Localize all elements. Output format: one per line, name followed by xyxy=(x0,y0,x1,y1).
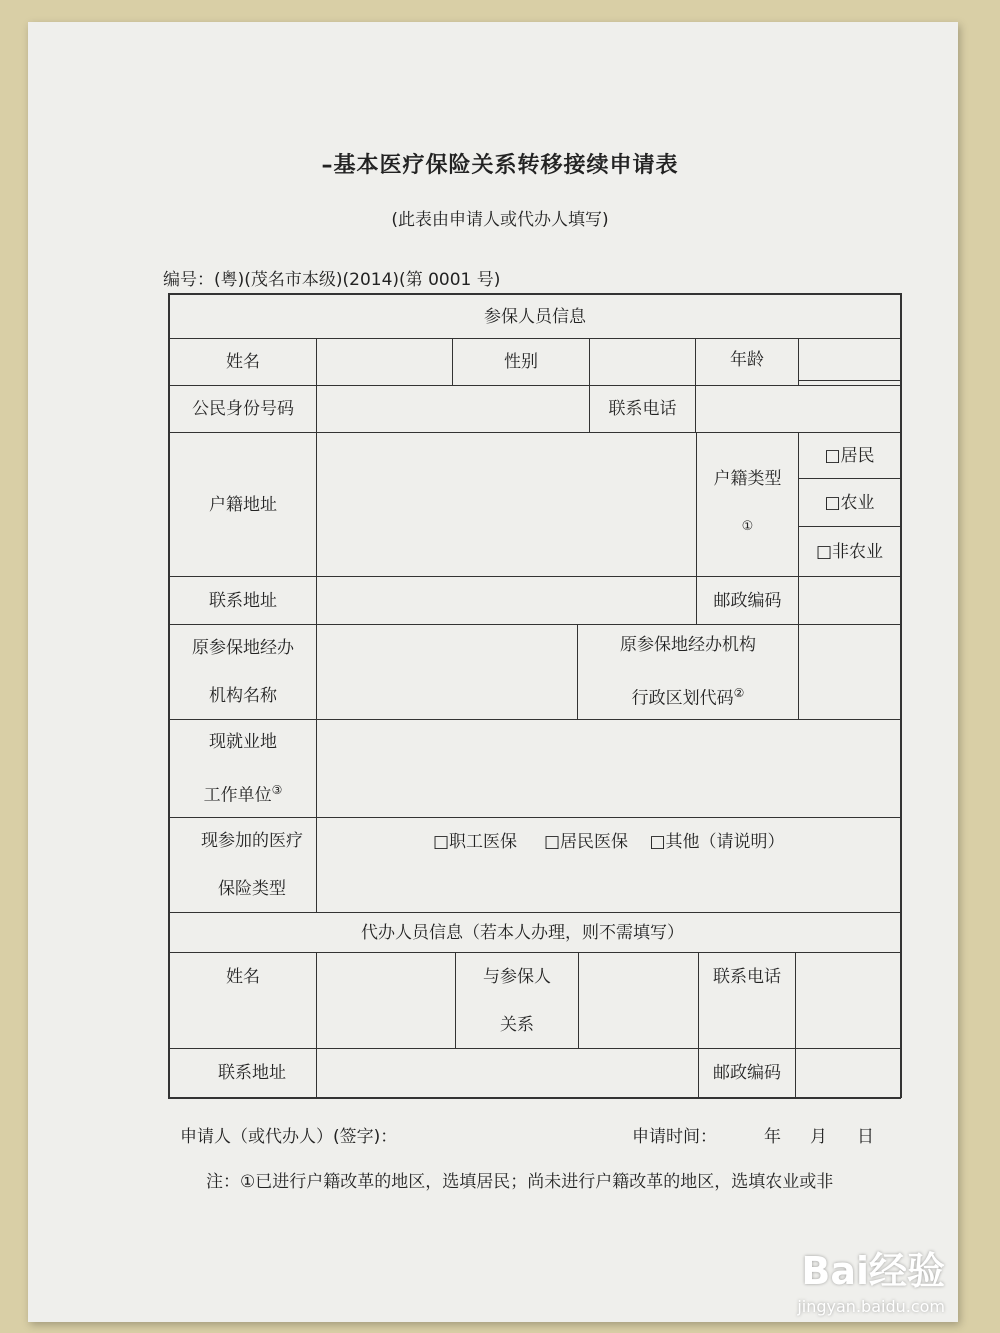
original-code-line2: 行政区划代码 xyxy=(631,688,734,709)
original-code-mark: ② xyxy=(733,686,745,701)
field-contact-address[interactable] xyxy=(317,577,696,624)
field-agent-address[interactable] xyxy=(335,1049,698,1097)
insurance-type-line2: 保险类型 xyxy=(218,879,286,899)
label-name: 姓名 xyxy=(226,352,260,372)
label-contact-address: 联系地址 xyxy=(209,590,277,611)
original-agency-line1: 原参保地经办 xyxy=(192,638,294,658)
label-agent-phone: 联系电话 xyxy=(713,967,781,987)
watermark-url: jingyan.baidu.com xyxy=(797,1297,945,1316)
footnote: 注：①已进行户籍改革的地区，选填居民；尚未进行户籍改革的地区，选填农业或非 xyxy=(206,1172,834,1192)
field-age[interactable] xyxy=(799,339,900,380)
field-phone[interactable] xyxy=(696,386,900,432)
checkbox-resident[interactable]: □居民 xyxy=(824,445,875,466)
field-agent-relation[interactable] xyxy=(579,953,698,1048)
label-household-type xyxy=(697,433,798,576)
label-agent-address: 联系地址 xyxy=(218,1063,286,1083)
checkbox-employee-insurance[interactable]: □职工医保 xyxy=(432,832,518,852)
checkbox-non-agricultural[interactable]: □非农业 xyxy=(815,541,884,562)
label-phone: 联系电话 xyxy=(608,399,677,419)
agent-relation-line2: 关系 xyxy=(500,1014,534,1035)
label-gender: 性别 xyxy=(504,352,538,372)
label-agent-postcode: 邮政编码 xyxy=(713,1063,781,1083)
label-household-address: 户籍地址 xyxy=(209,494,277,515)
field-agent-postcode[interactable] xyxy=(796,1049,900,1097)
label-agent-relation xyxy=(456,953,578,1048)
table-line xyxy=(900,293,902,1098)
checkbox-resident-insurance[interactable]: □居民医保 xyxy=(543,832,629,852)
original-code-line2-wrap xyxy=(632,669,745,723)
table-line xyxy=(798,380,901,381)
field-original-agency[interactable] xyxy=(317,625,577,719)
household-type-text: 户籍类型 xyxy=(713,469,782,489)
label-workplace xyxy=(170,720,316,817)
label-age: 年龄 xyxy=(730,349,764,370)
checkbox-agricultural[interactable]: □农业 xyxy=(824,492,875,513)
checkbox-other-insurance[interactable]: □其他（请说明） xyxy=(649,832,785,852)
agent-relation-line1: 与参保人 xyxy=(483,966,551,987)
field-postcode[interactable] xyxy=(799,577,900,624)
watermark-brand: Bai经验 xyxy=(801,1249,945,1293)
date-month: 月 xyxy=(810,1127,827,1147)
section-header-agent: 代办人员信息（若本人办理，则不需填写） xyxy=(361,922,684,943)
date-year: 年 xyxy=(764,1127,781,1147)
table-line xyxy=(168,1097,901,1099)
insurance-type-line1: 现参加的医疗 xyxy=(201,831,303,851)
field-workplace[interactable] xyxy=(317,720,900,817)
form-subtitle: (此表由申请人或代办人填写) xyxy=(391,210,609,230)
label-original-agency xyxy=(170,625,316,719)
workplace-line2-wrap xyxy=(204,766,283,820)
date-day: 日 xyxy=(857,1127,874,1147)
label-original-code xyxy=(578,625,798,719)
workplace-mark: ③ xyxy=(271,782,283,797)
field-household-address[interactable] xyxy=(317,433,696,576)
label-id-number: 公民身份号码 xyxy=(192,399,294,419)
serial-number: 编号：(粤)(茂名市本级)(2014)(第 0001 号) xyxy=(163,270,501,290)
field-name[interactable] xyxy=(317,339,452,385)
section-header-insured: 参保人员信息 xyxy=(484,306,586,327)
original-agency-line2: 机构名称 xyxy=(209,686,277,706)
household-type-mark: ① xyxy=(741,519,754,534)
baidu-watermark xyxy=(797,1240,945,1316)
workplace-line1: 现就业地 xyxy=(209,731,277,752)
form-title: –基本医疗保险关系转移接续申请表 xyxy=(321,153,679,178)
field-gender[interactable] xyxy=(590,339,695,385)
workplace-line2: 工作单位 xyxy=(203,785,272,806)
field-original-code[interactable] xyxy=(799,625,900,719)
label-agent-name: 姓名 xyxy=(226,967,260,987)
label-postcode: 邮政编码 xyxy=(713,590,782,611)
field-agent-phone[interactable] xyxy=(796,953,900,1048)
field-agent-name[interactable] xyxy=(317,953,455,1048)
original-code-line1: 原参保地经办机构 xyxy=(620,635,756,656)
label-insurance-type xyxy=(170,818,334,912)
date-label: 申请时间： xyxy=(632,1127,717,1147)
signature-label: 申请人（或代办人）(签字)： xyxy=(180,1127,398,1147)
field-id-number[interactable] xyxy=(317,386,589,432)
